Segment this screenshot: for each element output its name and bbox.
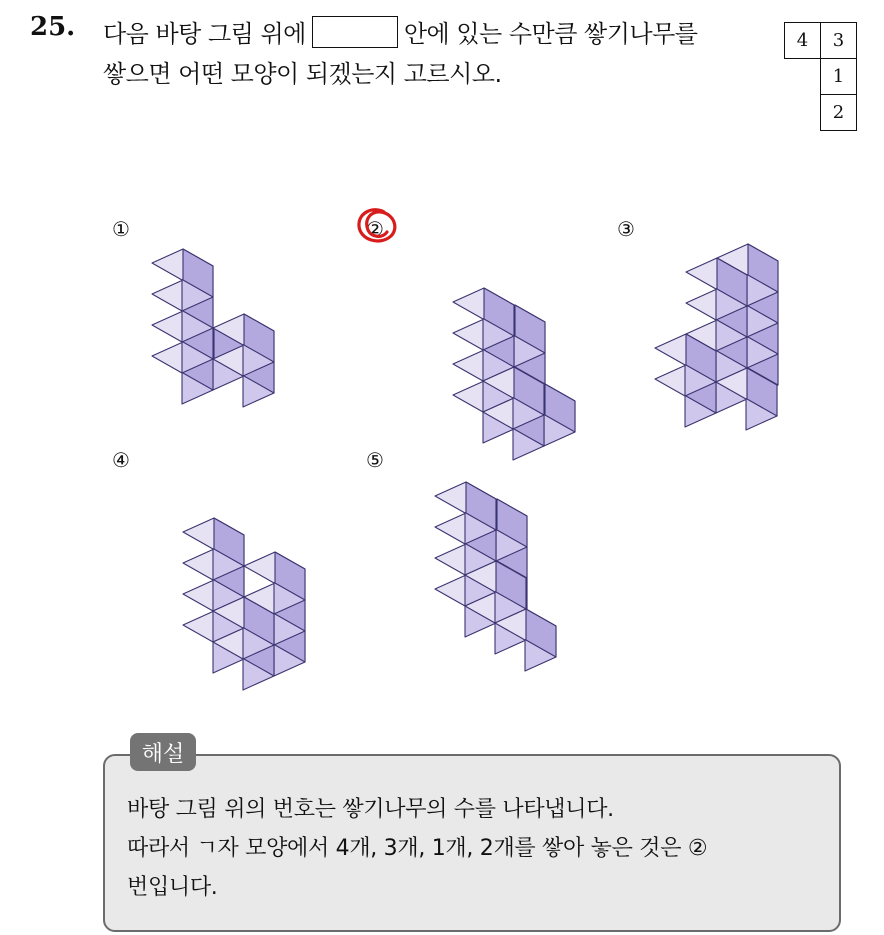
solution-tag: 해설	[130, 733, 196, 771]
cube	[183, 518, 244, 580]
solution-line-1: 바탕 그림 위의 번호는 쌓기나무의 수를 나타냅니다.	[127, 797, 614, 822]
cube-figure-3[interactable]	[645, 230, 795, 420]
blank-box	[312, 16, 398, 48]
choice-label-4[interactable]: ④	[112, 448, 130, 472]
question-text-line1	[103, 14, 697, 51]
cube	[453, 288, 514, 350]
question-number: 25.	[30, 12, 76, 42]
cube-figure-4[interactable]	[140, 460, 290, 670]
question-text-before-box: 다음 바탕 그림 위에	[103, 20, 306, 48]
question-text-line2: 쌓으면 어떤 모양이 되겠는지 고르시오.	[103, 60, 502, 88]
grid-cell: 1	[820, 58, 857, 95]
grid-cell: 4	[784, 22, 821, 59]
grid-cell: 3	[820, 22, 857, 59]
choice-label-5[interactable]: ⑤	[366, 448, 384, 472]
question-text-after-box: 안에 있는 수만큼 쌓기나무를	[403, 20, 698, 48]
solution-line-2: 따라서 ㄱ자 모양에서 4개, 3개, 1개, 2개를 쌓아 놓은 것은 ②	[127, 836, 708, 861]
cube-figure-1[interactable]	[140, 230, 290, 400]
cube-figure-5[interactable]	[395, 460, 545, 670]
cube-figure-2[interactable]	[410, 230, 560, 440]
choice-label-2[interactable]: ②	[366, 217, 384, 241]
solution-line-3: 번입니다.	[127, 875, 218, 900]
cube	[152, 249, 213, 311]
grid-cell: 2	[820, 94, 857, 131]
choice-label-1[interactable]: ①	[112, 217, 130, 241]
choice-label-3[interactable]: ③	[617, 217, 635, 241]
cube	[435, 482, 496, 544]
answer-circle-mark	[354, 206, 400, 248]
